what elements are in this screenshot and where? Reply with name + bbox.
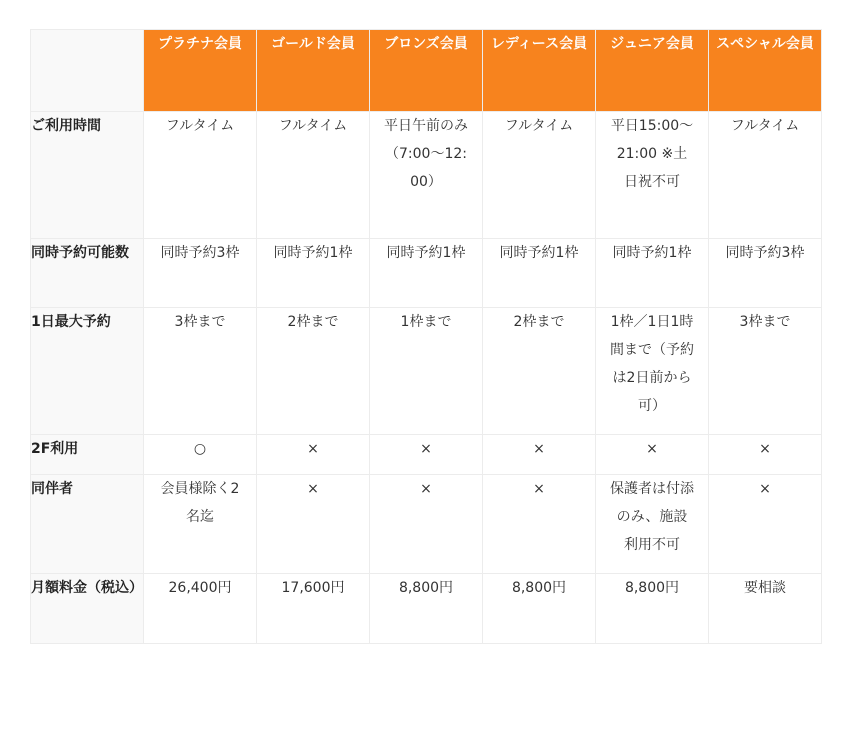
table-cell: 同時予約1枠 — [483, 239, 596, 308]
table-cell: × — [257, 435, 370, 475]
header-gold: ゴールド会員 — [257, 30, 370, 112]
table-cell: × — [370, 435, 483, 475]
table-row — [31, 308, 822, 435]
table-cell: 同時予約3枠 — [144, 239, 257, 308]
table-cell: 会員様除く2名迄 — [144, 475, 257, 574]
table-cell: 1枠まで — [370, 308, 483, 435]
table-cell: 保護者は付添のみ、施設利用不可 — [596, 475, 709, 574]
table-cell: × — [483, 475, 596, 574]
table-cell: × — [709, 475, 822, 574]
table-cell: フルタイム — [257, 112, 370, 239]
table-cell: 同時予約1枠 — [370, 239, 483, 308]
membership-plan-table — [30, 29, 822, 644]
row-label-2f-usage: 2F利用 — [31, 435, 144, 475]
table-row — [31, 112, 822, 239]
table-cell: 2枠まで — [483, 308, 596, 435]
table-cell: × — [483, 435, 596, 475]
table-cell: 17,600円 — [257, 574, 370, 644]
row-label-companions: 同伴者 — [31, 475, 144, 574]
table-cell: 3枠まで — [144, 308, 257, 435]
table-cell: ○ — [144, 435, 257, 475]
table-cell: フルタイム — [483, 112, 596, 239]
table-header-row — [31, 30, 822, 112]
table-row — [31, 574, 822, 644]
table-cell: 平日午前のみ（7:00〜12:00） — [370, 112, 483, 239]
header-platinum: プラチナ会員 — [144, 30, 257, 112]
table-row — [31, 475, 822, 574]
row-label-monthly-fee: 月額料金（税込） — [31, 574, 144, 644]
table-cell: 要相談 — [709, 574, 822, 644]
table-cell: 8,800円 — [596, 574, 709, 644]
table-row — [31, 239, 822, 308]
table-row — [31, 435, 822, 475]
table-cell: 8,800円 — [483, 574, 596, 644]
table-cell: フルタイム — [144, 112, 257, 239]
table-cell: 3枠まで — [709, 308, 822, 435]
header-special: スペシャル会員 — [709, 30, 822, 112]
header-bronze: ブロンズ会員 — [370, 30, 483, 112]
table-cell: 平日15:00〜21:00 ※土日祝不可 — [596, 112, 709, 239]
table-cell: × — [596, 435, 709, 475]
table-cell: × — [709, 435, 822, 475]
header-ladies: レディース会員 — [483, 30, 596, 112]
table-cell: 同時予約1枠 — [257, 239, 370, 308]
table-cell: 26,400円 — [144, 574, 257, 644]
table-cell: 同時予約1枠 — [596, 239, 709, 308]
table-cell: × — [257, 475, 370, 574]
table-cell: 1枠／1日1時間まで（予約は2日前から可） — [596, 308, 709, 435]
table-cell: フルタイム — [709, 112, 822, 239]
header-junior: ジュニア会員 — [596, 30, 709, 112]
row-label-daily-max-booking: 1日最大予約 — [31, 308, 144, 435]
table-cell: × — [370, 475, 483, 574]
table-cell: 8,800円 — [370, 574, 483, 644]
table-cell: 同時予約3枠 — [709, 239, 822, 308]
row-label-simultaneous-bookings: 同時予約可能数 — [31, 239, 144, 308]
table-corner-cell — [31, 30, 144, 112]
membership-plan-table-wrapper — [30, 29, 822, 644]
table-cell: 2枠まで — [257, 308, 370, 435]
row-label-usage-time: ご利用時間 — [31, 112, 144, 239]
